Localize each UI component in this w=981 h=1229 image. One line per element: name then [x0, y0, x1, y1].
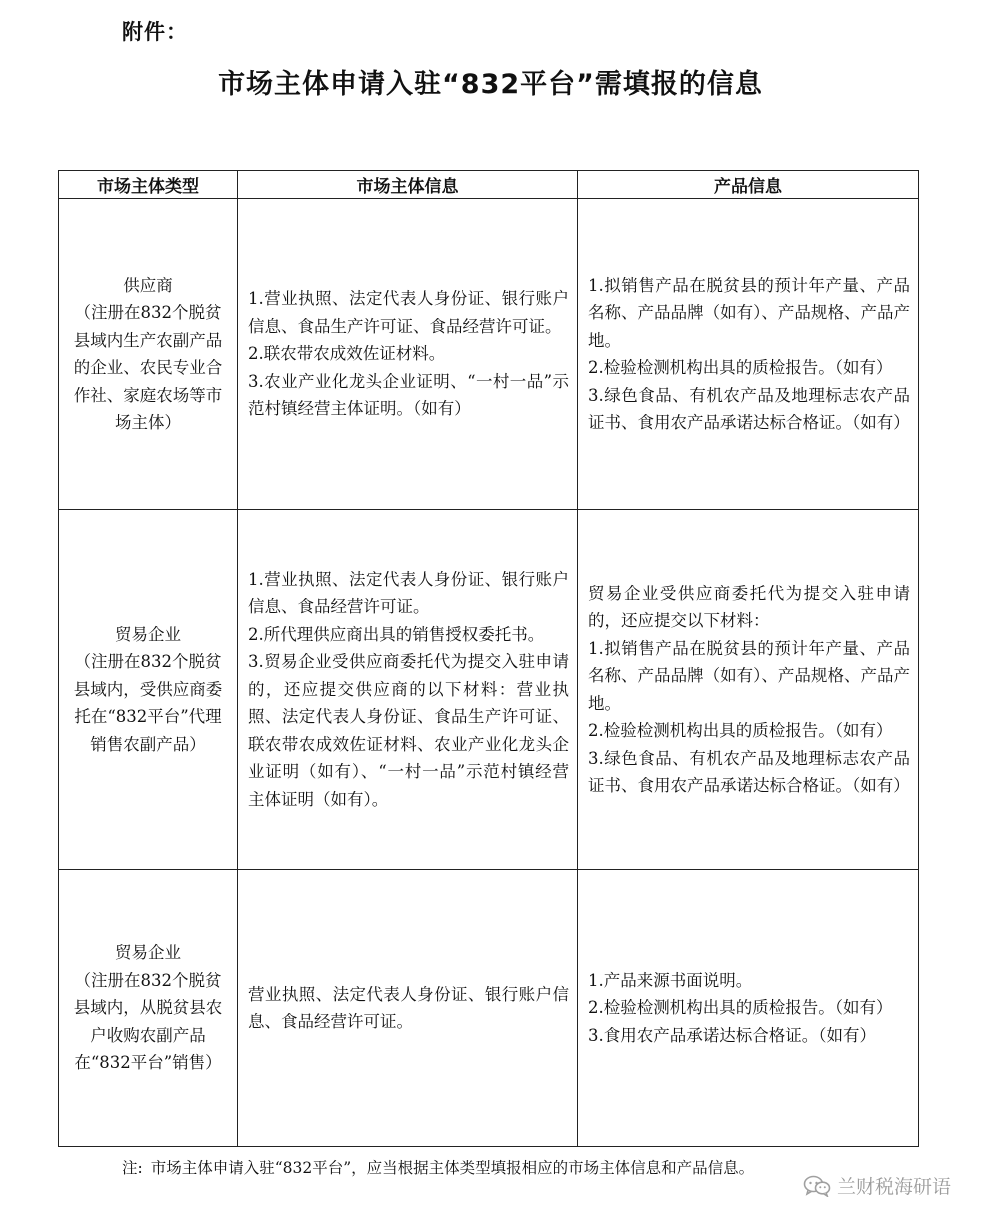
product-info-item: 2.检验检测机构出具的质检报告。（如有） [588, 358, 893, 377]
entity-info-cell [238, 870, 578, 1147]
entity-info-item: 3.贸易企业受供应商委托代为提交入驻申请的，还应提交供应商的以下材料：营业执照、法定代表人身份证、食品生产许可证、联农带农成效佐证材料、农业产业化龙头企业证明（如有）、“一村一品”示范村镇经营主体证明（如有）。 [248, 652, 569, 809]
footnote-label: 注: [122, 1159, 143, 1177]
footnote [122, 1156, 862, 1181]
table-header-row [59, 171, 919, 199]
entity-type-description: （注册在832个脱贫县域内生产农副产品的企业、农民专业合作社、家庭农场等市场主体） [73, 303, 223, 432]
info-table [58, 170, 919, 1147]
entity-type-name: 供应商 [123, 275, 173, 295]
entity-info-item: 2.所代理供应商出具的销售授权委托书。 [248, 624, 545, 644]
attachment-label: 附件： [122, 20, 188, 44]
entity-info-item: 1.营业执照、法定代表人身份证、银行账户信息、食品经营许可证。 [248, 569, 569, 617]
table-row [59, 510, 919, 870]
entity-info-item: 1.营业执照、法定代表人身份证、银行账户信息、食品生产许可证、食品经营许可证。 [248, 289, 569, 336]
product-info-item: 1.产品来源书面说明。 [588, 970, 753, 990]
table-row [59, 199, 919, 510]
entity-info-cell [238, 199, 578, 510]
entity-info-item: 3.农业产业化龙头企业证明、“一村一品”示范村镇经营主体证明。（如有） [248, 371, 569, 419]
entity-type-name: 贸易企业 [115, 943, 181, 963]
product-info-item: 1.拟销售产品在脱贫县的预计年产量、产品名称、产品品牌（如有）、产品规格、产品产地。 [588, 638, 910, 713]
entity-type-name: 贸易企业 [115, 624, 181, 644]
product-info-item: 3.绿色食品、有机农产品及地理标志农产品证书、食用农产品承诺达标合格证。（如有） [588, 385, 910, 432]
entity-info-cell [238, 510, 578, 870]
product-info-item: 2.检验检测机构出具的质检报告。（如有） [588, 998, 893, 1018]
watermark [803, 1172, 951, 1199]
entity-info-item: 营业执照、法定代表人身份证、银行账户信息、食品经营许可证。 [248, 984, 569, 1031]
column-header-entity-info: 市场主体信息 [238, 171, 578, 199]
table-row [59, 870, 919, 1147]
footnote-text: 市场主体申请入驻“832平台”，应当根据主体类型填报相应的市场主体信息和产品信息。 [150, 1159, 755, 1177]
entity-type-cell [59, 199, 238, 510]
wechat-icon [803, 1175, 831, 1197]
product-info-cell [578, 870, 919, 1147]
product-info-cell [578, 510, 919, 870]
entity-type-description: （注册在832个脱贫县域内，受供应商委托在“832平台”代理销售农副产品） [73, 652, 223, 754]
column-header-product-info: 产品信息 [578, 171, 919, 199]
product-info-item: 贸易企业受供应商委托代为提交入驻申请的，还应提交以下材料： [588, 583, 910, 630]
document-title: 市场主体申请入驻“832平台”需填报的信息 [218, 69, 763, 100]
entity-type-cell [59, 870, 238, 1147]
watermark-text: 兰财税海研语 [836, 1176, 951, 1198]
product-info-item: 3.绿色食品、有机农产品及地理标志农产品证书、食用农产品承诺达标合格证。（如有） [588, 748, 910, 795]
product-info-cell [578, 199, 919, 510]
product-info-item: 1.拟销售产品在脱贫县的预计年产量、产品名称、产品品牌（如有）、产品规格、产品产地。 [588, 275, 910, 350]
column-header-entity-type: 市场主体类型 [59, 171, 238, 199]
entity-info-item: 2.联农带农成效佐证材料。 [248, 344, 446, 364]
entity-type-cell [59, 510, 238, 870]
product-info-item: 3.食用农产品承诺达标合格证。（如有） [588, 1025, 876, 1045]
entity-type-description: （注册在832个脱贫县域内，从脱贫县农户收购农副产品在“832平台”销售） [73, 970, 223, 1073]
product-info-item: 2.检验检测机构出具的质检报告。（如有） [588, 721, 893, 740]
